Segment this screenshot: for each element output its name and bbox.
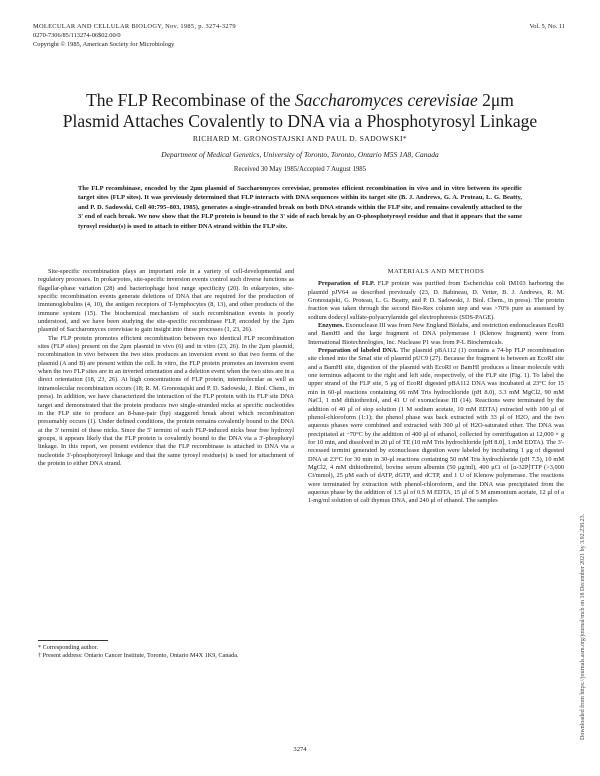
methods-labeled-dna: Preparation of labeled DNA. The plasmid pBA112 (1) contains a 74-bp FLP recombination site cloned into the SmaI site of plasmid pUC9 (27). Because the fragment is between an EcoRI site and a BamHI site, digestion of the plasmid with EcoRI or BamHI produces a linear molecule with one terminus adjacent to the right and left side, respectively, of the FLP site (Fig. 1). To label the upper strand of the FLP site, 5 μg of EcoRI digested pBA112 DNA was incubated at 23°C for 15 min in 60-μl reactions containing 66 mM Tris hydrochloride (pH 8.0), 3.3 mM MgCl2, 90 mM NaCl, 1 mM dithiothreitol, and 41 U of exonuclease III (14). Reactions were terminated by the addition of 40 μl of stop solution (1 M sodium acetate, 10 mM EDTA) extracted with 100 μl of phenol-chloroform (1:1); the phenol phase was back extracted with 33 μl of H2O, and the two aqueous phases were combined and extracted with 300 μl of H2O-saturated ether. The DNA was precipitated at −70°C by the addition of 400 μl of ethanol, collected by centrifugation at 12,000 × g for 10 min, and dissolved in 20 μl of TE (10 mM Tris hydrochloride [pH 8.0], 1 mM EDTA). The 3'-recessed termini generated by exonuclease digestion were labeled by incubating 1 μg of digested DNA at 23°C for 30 min in 30-μl reactions containing 50 mM Tris hydrochloride (pH 7.5), 10 mM MgCl2, 4 mM dithiothreitol, bovine serum albumin (50 μg/ml), 400 μCi of [α-32P]TTP (>3,000 Ci/mmol), 25 μM each of dATP, dGTP, and dCTP, and 1 U of Klenow polymerase. The reactions were terminated by extraction with phenol-chloroform, and the DNA was precipitated from the aqueous phase by the addition of 1.5 μl of 0.5 M EDTA, 15 μl of 5 M ammonium acetate, 12 μl of a 1-mg/ml solution of calf thymus DNA, and 240 μl of ethanol. The samples <box>308 347 564 505</box>
left-column <box>38 268 294 468</box>
right-column <box>308 268 564 506</box>
affiliation: Department of Medical Genetics, University of Toronto, Toronto, Ontario M5S 1A8, Canada <box>161 150 439 159</box>
footnote-address: † Present address: Ontario Cancer Institute, Toronto, Ontario M4X 1K9, Canada. <box>38 652 239 660</box>
intro-paragraph-2: The FLP protein promotes efficient recombination between two identical FLP recombination sites (FLP sites) present on the 2μm plasmid in vivo (6) and in vitro (23, 26). In the 2μm plasmid, recombination in vivo between the two sites produces an inversion event so that two forms of the plasmid (A and B) are present within the cell. In vitro, the FLP protein promotes an inversion event when the two FLP sites are in an inverted orientation and a deletion event when the two sites are in a direct orientation (18, 23, 26). At high concentrations of FLP protein, intermolecular as well as intramolecular recombination occurs (18; R. M. Gronostajski and P. D. Sadowski, J. Biol. Chem., in press). In addition, we have characterized the interaction of the FLP protein with its FLP site DNA target and demonstrated that the protein produces two single-stranded nicks at specific nucleotides in the FLP site to produce an 8-base-pair (bp) staggered break about which recombination presumably occurs (1). Under defined conditions, the protein remains covalently bound to the DNA at the 3' termini of these nicks. Since the 5' termini of such FLP-induced nicks bear free hydroxyl groups, it appears likely that the FLP protein is covalently bound to the DNA via a 3'-phosphoryl linkage. In this report, we present evidence that the FLP recombinase is attached to DNA via a nucleotide 3'-phosphotyrosyl linkage and that the same tyrosyl residue(s) is used for attachment of the protein to either DNA strand. <box>38 334 294 467</box>
download-watermark: Downloaded from https://journals.asm.org/journal/mcb on 18 December 2021 by 3.92.238.23. <box>580 513 586 740</box>
methods-flp: Preparation of FLP. FLP protein was purified from Escherichia coli IM103 harboring the plasmid pJV64 as described previously (23, D. Babineau, D. Vetter, B. J. Andrews, R. M. Gronostajski, G. Proteau, L. G. Beatty, and P. D. Sadowski, J. Biol. Chem., in press). The protein fraction was taken through the second Bio-Rex column step and was >70% pure as assessed by sodium dodecyl sulfate-polyacrylamide gel electrophoresis (SDS-PAGE). <box>308 280 564 321</box>
intro-paragraph-1: Site-specific recombination plays an important role in a variety of cell-developmental and regulatory processes. In prokaryotes, site-specific inversion events control such diverse functions as flagellar-phase variation (28) and bacteriophage host range specificity (20). In eukaryotes, site-specific recombination events generate deletions of DNA that are required for the production of immunoglobulins (4, 10), the antigen receptors of T-lymphocytes (8, 13), and other products of the immune system (15). The biochemical mechanism of such recombination events is poorly understood, and we have been studying the site-specific recombinase FLP, encoded by the 2μm plasmid of Saccharomyces cerevisiae to gain insight into these processes (1, 23, 26). <box>38 268 294 334</box>
issn: 0270-7306/85/113274-06$02.00/0 <box>33 32 121 39</box>
page-number: 3274 <box>293 746 307 753</box>
volume-issue: Vol. 5, No. 11 <box>529 23 565 30</box>
abstract: The FLP recombinase, encoded by the 2μm plasmid of Saccharomyces cerevisiae, promotes efficient recombination in vivo and in vitro between its specific target sites (FLP sites). It was previously determined that FLP interacts with DNA sequences within its target site (B. J. Andrews, G. A. Proteau, L. G. Beatty, and P. D. Sadowski, Cell 40:795–803, 1985), generates a single-stranded break on both DNA strands within the FLP site, and remains covalently attached to the 3' end of each break. We now show that the FLP protein is bound to the 3' side of each break by an O-phosphotyrosyl residue and that it appears that the same tyrosyl residue(s) is used to attach to either DNA strand within the FLP site. <box>78 185 522 230</box>
footnote-corresponding: * Corresponding author. <box>38 644 98 651</box>
authors: RICHARD M. GRONOSTAJSKI AND PAUL D. SADOWSKI* <box>192 134 408 143</box>
copyright: Copyright © 1985, American Society for Microbiology <box>33 41 175 48</box>
journal-citation: MOLECULAR AND CELLULAR BIOLOGY, Nov. 1985, p. 3274-3279 <box>33 23 236 30</box>
footnotes <box>38 644 294 660</box>
section-heading: MATERIALS AND METHODS <box>387 268 485 275</box>
received-dates: Received 30 May 1985/Accepted 7 August 1985 <box>233 166 367 173</box>
article-title: The FLP Recombinase of the Saccharomyces cerevisiae 2μm Plasmid Attaches Covalently to DNA via a Phosphotyrosyl Linkage <box>62 90 538 131</box>
footnote-rule <box>38 640 108 641</box>
methods-enzymes: Enzymes. Exonuclease III was from New England Biolabs, and restriction endonucleases EcoRI and BamHI and the large fragment of DNA polymerase I (Klenow fragment) were from International Biotechnologies, Inc. Nuclease P1 was from P-L Biochemicals. <box>308 322 564 346</box>
running-header <box>33 22 565 49</box>
